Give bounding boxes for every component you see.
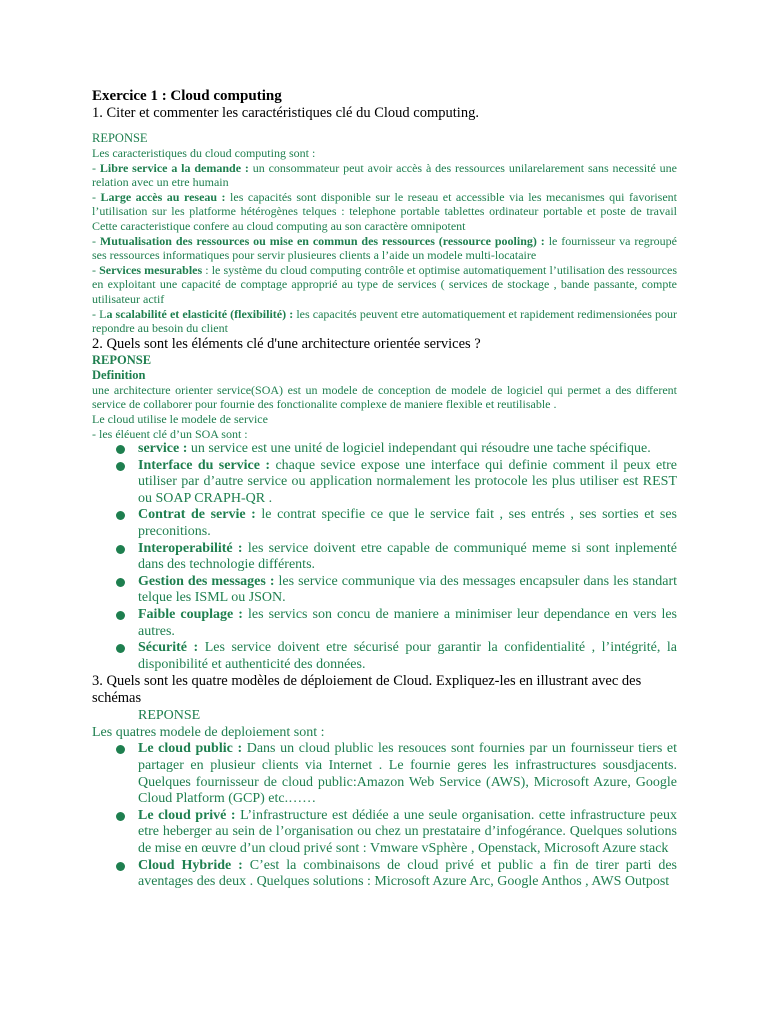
deployment-model-item (92, 858, 677, 891)
bullet-icon (116, 812, 125, 821)
deployment-models-list (92, 741, 677, 890)
soa-element-term: Interoperabilité : (138, 540, 243, 556)
q2-definition: une architecture orienter service(SOA) est un modele de conception de modele de logiciel qui permet a des different service de collaborer pour fournie des fonctionalite complexe de maniere flexible et reutilisable . (92, 382, 677, 412)
q2-answer (92, 383, 677, 441)
exercise-title: Exercice 1 : Cloud computing (92, 88, 282, 104)
deployment-model-term: Cloud Hybride : (138, 857, 243, 873)
deployment-model-item (92, 741, 677, 807)
soa-element-text: les servics son concu de maniere a minimiser leur dependance en vers les autres. (138, 607, 677, 639)
question-3: 3. Quels sont les quatre modèles de déploiement de Cloud. Expliquez-les en illustrant avec des schémas (92, 673, 642, 707)
soa-element-text: le contrat specifie ce que le service fait , ses entrés , ses sorties et ses preconitions. (138, 507, 677, 540)
characteristic-text: les capacités sont disponible sur le reseau et accessible via les mecanismes qui favorisent l’utilisation sur les platforme hétérogènes telques : telephone portable tablettes ordinateur portable et poste de travail Cette caracteristique confere au cloud computing au son caractère omnipotent (92, 189, 677, 233)
q2-reponse-label: REPONSE (92, 352, 152, 367)
bullet-icon (116, 745, 125, 754)
soa-elements-list (92, 441, 677, 673)
bullet-icon (116, 611, 125, 620)
soa-element-term: service : (138, 441, 188, 457)
soa-element-term: Faible couplage : (138, 607, 243, 623)
characteristic-term: Libre service a la demande : (99, 160, 249, 175)
soa-element-text: un service est une unité de logiciel independant qui résoudre une tache spécifique. (187, 441, 651, 457)
bullet-icon (116, 445, 125, 454)
soa-element-term: Interface du service : (138, 457, 271, 473)
characteristic-prefix: - L (92, 306, 107, 321)
soa-element-term: Gestion des messages : (138, 573, 275, 589)
bullet-icon (116, 644, 125, 653)
bullet-icon (116, 578, 125, 587)
bullet-icon (116, 511, 125, 520)
characteristic-item (92, 234, 677, 263)
characteristic-term: a scalabilité et elasticité (flexibilité) : (106, 306, 294, 321)
deployment-model-item (92, 808, 677, 858)
deployment-model-text: C’est la combinaisons de cloud privé et public a fin de tirer parti des aventages des deux . Quelques solutions : Microsoft Azure Arc, Google Anthos , AWS Outpost (138, 857, 678, 890)
soa-element-term: Sécurité : (138, 640, 199, 656)
q2-definition-label: Definition (92, 367, 146, 382)
deployment-model-term: Le cloud public : (138, 741, 243, 757)
characteristic-text: les capacités peuvent etre automatiquement et rapidement redimensionées pour repondre au besoin du client (92, 306, 677, 336)
soa-element-text: Les service doivent etre sécurisé pour garantir la confidentialité , l’intégrité, la disponibilité et authenticité des données. (138, 640, 677, 672)
soa-element-term: Contrat de servie : (138, 507, 256, 523)
q1-reponse-label: REPONSE (92, 131, 148, 145)
soa-element-text: chaque sevice expose une interface qui definie comment il peux etre utiliser par d’autre service ou application normalement les protocole les plus utiliser est REST ou SOAP CRAPH-QR . (138, 457, 678, 506)
bullet-icon (116, 462, 125, 471)
characteristic-prefix: - (92, 160, 100, 175)
soa-element-item (92, 458, 677, 508)
q3-reponse-label: REPONSE (138, 708, 201, 724)
characteristic-term: Services mesurables (99, 262, 203, 277)
soa-element-item (92, 574, 677, 607)
q1-characteristics-list (92, 161, 677, 336)
q1-intro: Les caracteristiques du cloud computing sont : (92, 146, 316, 160)
characteristic-term: Large accès au reseau : (100, 189, 226, 204)
characteristic-item (92, 190, 677, 234)
characteristic-term: Mutualisation des ressources ou mise en commun des ressources (ressource pooling) : (99, 233, 545, 248)
bullet-icon (116, 545, 125, 554)
soa-element-text: les service communique via des messages encapsuler dans les standart telque les ISML ou JSON. (138, 573, 677, 606)
characteristic-prefix: - (92, 262, 100, 277)
q2-line-elements: - les éléuent clé d’un SOA sont : (92, 426, 248, 441)
characteristic-prefix: - (92, 189, 101, 204)
soa-element-item (92, 541, 677, 574)
soa-element-text: les service doivent etre capable de communiqué meme si sont inplementé dans des technologie différents. (138, 540, 677, 573)
q3-intro: Les quatres modele de deploiement sont : (92, 725, 325, 741)
deployment-model-text: L’infrastructure est dédiée a une seule organisation. cette infrastructure peux etre heberger au sein de l’organisation ou chez un prestataire d’infogérance. Quelques solutions de mise en œuvre d’un cloud privé sont : Vmware vSphère , Openstack, Microsoft Azure stack (138, 807, 678, 856)
characteristic-item (92, 263, 677, 307)
characteristic-item (92, 161, 677, 190)
bullet-icon (116, 862, 125, 871)
deployment-model-term: Le cloud privé : (138, 807, 236, 823)
characteristic-text: : le système du cloud computing contrôle et optimise automatiquement l’utilisation des ressources en exploitant une capacité de comptage approprié au type de services ( services de stockage , bande passante, compte utilisateur actif (92, 262, 677, 306)
characteristic-item (92, 307, 677, 336)
characteristic-prefix: - (92, 233, 100, 248)
characteristic-text: le fournisseur va regroupé ses ressources informatiques pour servir plusieures clients a l’aide un modele multi-locataire (92, 233, 678, 263)
q2-line-model: Le cloud utilise le modele de service (92, 411, 268, 426)
question-1: 1. Citer et commenter les caractéristiques clé du Cloud computing. (92, 105, 479, 121)
q1-answer (92, 146, 677, 336)
soa-element-item (92, 607, 677, 640)
question-2: 2. Quels sont les éléments clé d'une architecture orientée services ? (92, 335, 481, 352)
soa-element-item (92, 441, 677, 458)
characteristic-text: un consommateur peut avoir accès à des ressources unilarelarement sans necessité une relation avec un etre humain (92, 160, 677, 190)
soa-element-item (92, 640, 677, 673)
deployment-model-text: Dans un cloud plublic les resouces sont fournies par un fournisseur tiers et partager en plusieur clients via Internet . Le fournie geres les infrastructures sousdjacents. Quelques fournisseur de cloud public:Amazon Web Service (AWS), Microsoft Azure, Google Cloud Platform (GCP) etc.…… (138, 741, 677, 807)
document-content (92, 88, 677, 891)
soa-element-item (92, 507, 677, 540)
